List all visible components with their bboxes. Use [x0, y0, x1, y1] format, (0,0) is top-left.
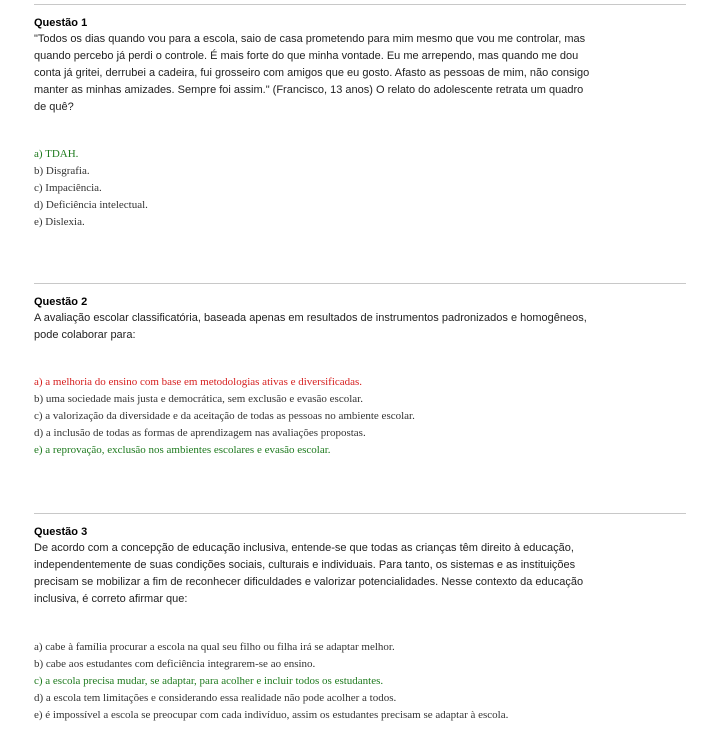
- option-e: e) Dislexia.: [34, 216, 85, 228]
- question-text: A avaliação escolar classificatória, baseada apenas em resultados de instrumentos padronizados e homogêneos, pode colaborar para:: [34, 312, 587, 341]
- option-a: a) TDAH.: [34, 148, 79, 160]
- answer-options: [34, 374, 686, 459]
- question-title: Questão 2: [34, 296, 88, 308]
- option-b: b) cabe aos estudantes com deficiência integrarem-se ao ensino.: [34, 658, 316, 670]
- option-e: e) é impossível a escola se preocupar com cada indivíduo, assim os estudantes precisam se adaptar à escola.: [34, 709, 509, 721]
- question-title: Questão 1: [34, 17, 88, 29]
- question-text: "Todos os dias quando vou para a escola, saio de casa prometendo para mim mesmo que vou me controlar, mas quando percebo já perdi o controle. É mais forte do que minha vontade. Eu me arrependo, mas quando me dou conta já gritei, derrubei a cadeira, fui grosseiro com amigos que eu gosto. Afasto as pessoas de mim, não consigo manter as minhas amizades. Sempre foi assim." (Francisco, 13 anos) O relato do adolescente retrata um quadro de quê?: [34, 33, 590, 113]
- question-2: [34, 283, 686, 513]
- option-c: c) Impaciência.: [34, 182, 102, 194]
- option-c: c) a escola precisa mudar, se adaptar, para acolher e incluir todos os estudantes.: [34, 675, 384, 687]
- option-d: d) a escola tem limitações e considerando essa realidade não pode acolher a todos.: [34, 692, 397, 704]
- option-d: d) Deficiência intelectual.: [34, 199, 148, 211]
- answer-options: [34, 639, 686, 724]
- option-d: d) a inclusão de todas as formas de aprendizagem nas avaliações propostas.: [34, 427, 366, 439]
- option-a: a) a melhoria do ensino com base em metodologias ativas e diversificadas.: [34, 376, 363, 388]
- question-3: [34, 513, 686, 731]
- question-title: Questão 3: [34, 526, 88, 538]
- option-b: b) Disgrafia.: [34, 165, 90, 177]
- option-c: c) a valorização da diversidade e da aceitação de todas as pessoas no ambiente escolar.: [34, 410, 415, 422]
- question-text: De acordo com a concepção de educação inclusiva, entende-se que todas as crianças têm direito à educação, independentemente de suas condições sociais, culturais e individuais. Para tanto, os sistemas e as instituições precisam se mobilizar a fim de reconhecer dificuldades e valorizar potencialidades. Nesse contexto da educação inclusiva, é correto afirmar que:: [34, 542, 584, 605]
- option-e: e) a reprovação, exclusão nos ambientes escolares e evasão escolar.: [34, 444, 331, 456]
- option-b: b) uma sociedade mais justa e democrática, sem exclusão e evasão escolar.: [34, 393, 363, 405]
- question-1: [34, 4, 686, 283]
- option-a: a) cabe à família procurar a escola na qual seu filho ou filha irá se adaptar melhor.: [34, 641, 395, 653]
- answer-options: [34, 146, 686, 231]
- questions-page: [34, 4, 686, 731]
